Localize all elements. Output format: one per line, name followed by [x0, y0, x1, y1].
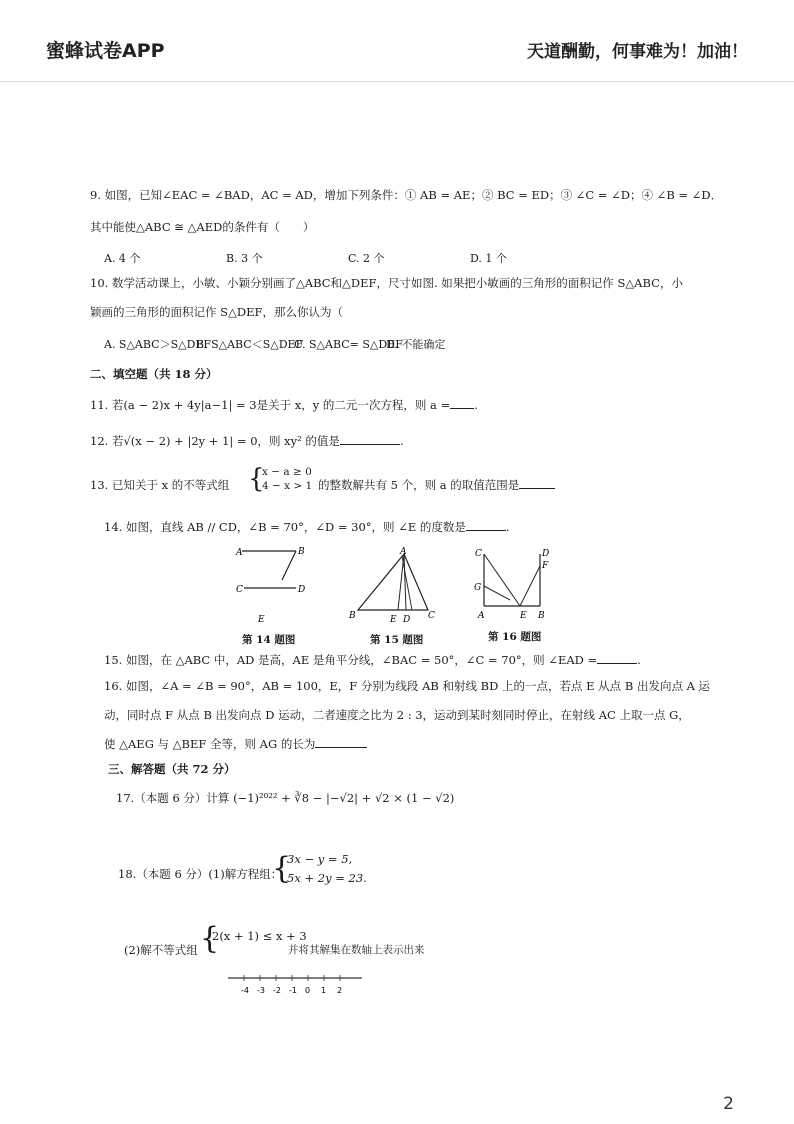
caption-figure-16: 第 16 题图 — [488, 631, 542, 643]
q16-line1: 16. 如图，∠A = ∠B = 90°，AB = 100，E，F 分别为线段 AB 和射线 BD 上的一点，若点 E 从点 B 出发向点 A 运 — [104, 679, 711, 693]
q16-blank[interactable] — [315, 737, 367, 748]
fig16-line-ce — [484, 554, 520, 606]
q12-end: . — [399, 434, 404, 448]
q16-stem: 使 △AEG 与 △BEF 全等，则 AG 的长为 — [104, 737, 316, 751]
q10-option-d: D. 不能确定 — [386, 338, 446, 351]
fig14-label-e: E — [258, 615, 265, 625]
q15-text — [104, 653, 641, 667]
section-fill-in-title: 二、填空题（共 18 分） — [90, 367, 218, 381]
q14-text — [104, 520, 510, 534]
q13-system-1: x − a ≥ 0 — [262, 466, 312, 478]
q13-blank[interactable] — [519, 478, 555, 489]
q17-text: 17.（本题 6 分）计算 (−1)²⁰²² + ∛8 − |−√2| + √2 × (1 − √2) — [116, 791, 455, 805]
figure-16-diagram — [470, 544, 560, 624]
number-line-tick-label: -3 — [257, 986, 265, 995]
fig15-line-ad — [404, 554, 406, 610]
q9-option-a: A. 4 个 — [104, 252, 141, 265]
fig16-label-b: B — [538, 611, 545, 621]
caption-figure-15: 第 15 题图 — [370, 634, 424, 646]
number-line-tick-label: 1 — [321, 986, 327, 995]
figure-14 — [226, 544, 336, 634]
fig15-label-a: A — [400, 547, 407, 557]
q14-end: . — [505, 520, 510, 534]
figure-15-diagram — [344, 548, 444, 624]
fig16-label-d: D — [542, 549, 550, 559]
q10-option-c: C. S△ABC= S△DEF — [294, 338, 403, 351]
fig15-label-b: B — [349, 611, 356, 621]
q13-stem: 的整数解共有 5 个，则 a 的取值范围是 — [318, 478, 520, 492]
caption-figure-14: 第 14 题图 — [242, 634, 296, 646]
figure-14-diagram — [226, 544, 336, 630]
number-line-svg — [226, 972, 366, 998]
number-line — [226, 972, 366, 1002]
fig14-label-a: A — [236, 548, 243, 558]
q18b-system-1: 2(x + 1) ≤ x + 3 — [212, 929, 307, 943]
q16-line3 — [104, 737, 367, 751]
q11-end: . — [474, 398, 478, 412]
fig16-label-g: G — [474, 583, 482, 593]
fig16-label-c: C — [475, 549, 482, 559]
fig16-label-f: F — [542, 561, 549, 571]
number-line-tick-label: -4 — [241, 986, 249, 995]
q11-blank[interactable] — [450, 398, 474, 409]
q18-system-2: 5x + 2y = 23. — [287, 871, 367, 885]
q12-stem: 12. 若√(x − 2) + |2y + 1| = 0，则 xy² 的值是 — [90, 434, 340, 448]
q12-text — [90, 434, 404, 448]
header-slogan: 天道酬勤，何事难为！加油！ — [527, 42, 748, 62]
q18-pre: 18.（本题 6 分）(1)解方程组： — [118, 867, 283, 881]
number-line-tick-label: 0 — [305, 986, 311, 995]
brand-title: 蜜蜂试卷APP — [46, 40, 165, 62]
q15-end: . — [637, 653, 641, 667]
fig16-label-a: A — [478, 611, 485, 621]
page-header — [0, 0, 794, 82]
number-line-tick-label: 2 — [337, 986, 343, 995]
figure-16 — [470, 544, 560, 628]
figure-15 — [344, 548, 444, 628]
number-line-tick-label: -1 — [289, 986, 297, 995]
fig14-label-d: D — [298, 585, 306, 595]
fig15-label-c: C — [428, 611, 435, 621]
q13-system-2: 4 − x > 1 — [262, 480, 313, 492]
fig15-label-d: D — [403, 615, 411, 625]
q10-line1: 10. 数学活动课上，小敏、小颖分别画了△ABC和△DEF，尺寸如图. 如果把小敏画的三角形的面积记作 S△ABC，小 — [90, 276, 683, 290]
q14-stem: 14. 如图，直线 AB // CD，∠B = 70°，∠D = 30°，则 ∠E 的度数是 — [104, 520, 466, 534]
fig15-triangle — [358, 554, 428, 610]
q9-line2: 其中能使△ABC ≅ △AED的条件有（ ） — [90, 220, 315, 234]
q18b-brace: { — [200, 921, 220, 956]
q9-option-d: D. 1 个 — [470, 252, 507, 265]
fig15-label-e: E — [390, 615, 397, 625]
fig14-line-be — [282, 551, 296, 580]
fig14-label-b: B — [298, 547, 305, 557]
fig16-label-e: E — [520, 611, 527, 621]
q12-blank[interactable] — [340, 434, 400, 445]
q14-blank[interactable] — [466, 520, 506, 531]
fig16-line-ge — [484, 586, 510, 600]
fig15-line-aux — [402, 556, 412, 610]
q10-option-a: A. S△ABC＞S△DEF — [104, 338, 212, 351]
q11-text — [90, 398, 478, 412]
fig14-label-c: C — [236, 585, 243, 595]
q13-pre: 13. 已知关于 x 的不等式组 — [90, 478, 230, 492]
q18-system-1: 3x − y = 5, — [287, 852, 353, 866]
page-number: 2 — [723, 1094, 734, 1114]
q10-line2: 颖画的三角形的面积记作 S△DEF，那么你认为（ — [90, 305, 343, 319]
q18b-pre: (2)解不等式组 — [124, 943, 198, 957]
q9-option-b: B. 3 个 — [226, 252, 263, 265]
q15-blank[interactable] — [597, 653, 637, 664]
q9-line1: 9. 如图，已知∠EAC = ∠BAD，AC = AD，增加下列条件：① AB = AE；② BC = ED；③ ∠C = ∠D；④ ∠B = ∠D． — [90, 188, 723, 202]
q10-option-b: B. S△ABC＜S△DEF — [196, 338, 304, 351]
section-answer-title: 三、解答题（共 72 分） — [108, 762, 236, 776]
q18b-post: 并将其解集在数轴上表示出来 — [288, 944, 425, 956]
q16-line2: 动，同时点 F 从点 B 出发向点 D 运动，二者速度之比为 2 : 3，运动到某时刻同时停止，在射线 AC 上取一点 G， — [104, 708, 690, 722]
q13-brace: { — [248, 464, 265, 494]
q18-brace: { — [272, 851, 292, 886]
q15-stem: 15. 如图，在 △ABC 中，AD 是高，AE 是角平分线，∠BAC = 50°，∠C = 70°，则 ∠EAD = — [104, 653, 598, 667]
q9-option-c: C. 2 个 — [348, 252, 385, 265]
fig16-line-ef — [520, 566, 540, 606]
number-line-tick-label: -2 — [273, 986, 281, 995]
q13-post — [318, 478, 555, 492]
q11-stem: 11. 若(a − 2)x + 4y|a−1| = 3是关于 x，y 的二元一次方程，则 a = — [90, 398, 451, 412]
